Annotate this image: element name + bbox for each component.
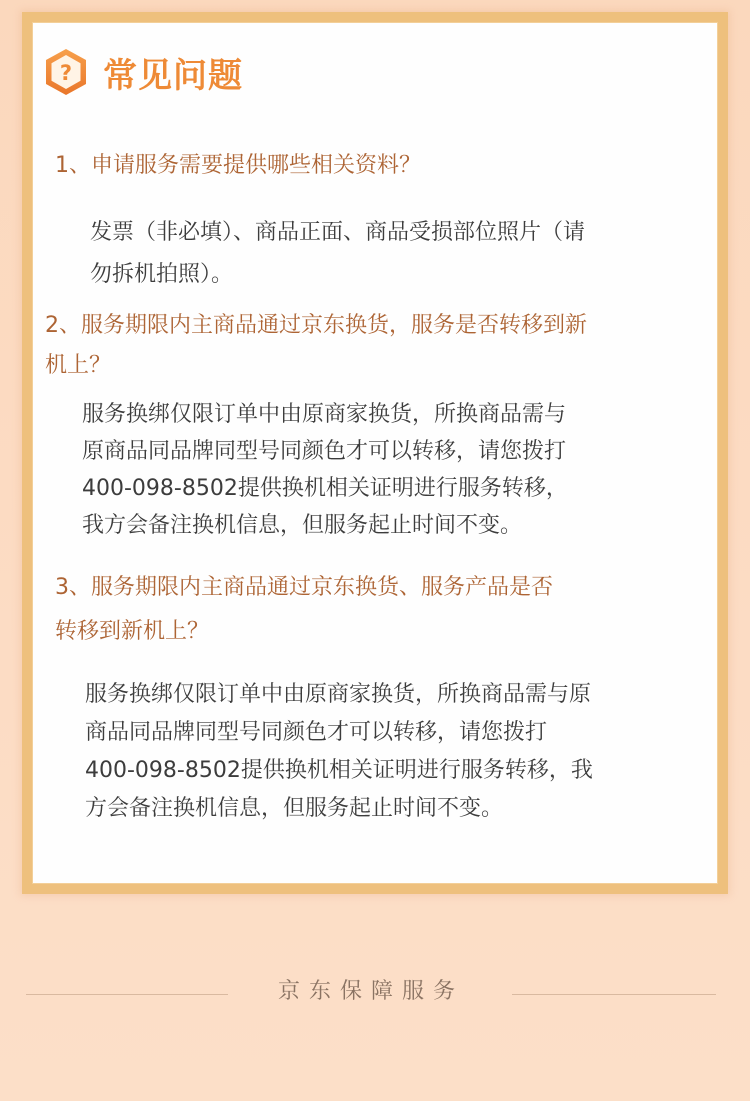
- faq-answer-2: 服务换绑仅限订单中由原商家换货，所换商品需与 原商品同品牌同型号同颜色才可以转移，请您拨打 400-098-8502提供换机相关证明进行服务转移， 我方会备注换机信息，但服务起止时间不变。: [82, 402, 568, 538]
- faq-question-2: 2、服务期限内主商品通过京东换货，服务是否转移到新 机上？: [45, 313, 587, 378]
- footer-divider-left: [26, 994, 228, 995]
- footer-text: 京东保障服务: [277, 979, 464, 1004]
- footer-divider-right: [512, 994, 716, 995]
- footer: [0, 970, 750, 1014]
- faq-answer-3: 服务换绑仅限订单中由原商家换货，所换商品需与原 商品同品牌同型号同颜色才可以转移，请您拨打 400-098-8502提供换机相关证明进行服务转移，我 方会备注换机信息，但服务起止时间不变。: [85, 682, 593, 821]
- faq-header: [43, 42, 243, 102]
- faq-answer-1: 发票（非必填）、商品正面、商品受损部位照片（请 勿拆机拍照）。: [90, 220, 586, 287]
- faq-question-3: 3、服务期限内主商品通过京东换货、服务产品是否 转移到新机上？: [55, 575, 553, 644]
- faq-question-1: 1、申请服务需要提供哪些相关资料？: [55, 153, 421, 178]
- question-hexagon-icon: [43, 47, 89, 97]
- svg-text:?: ?: [59, 61, 73, 85]
- faq-title: 常见问题: [103, 55, 243, 96]
